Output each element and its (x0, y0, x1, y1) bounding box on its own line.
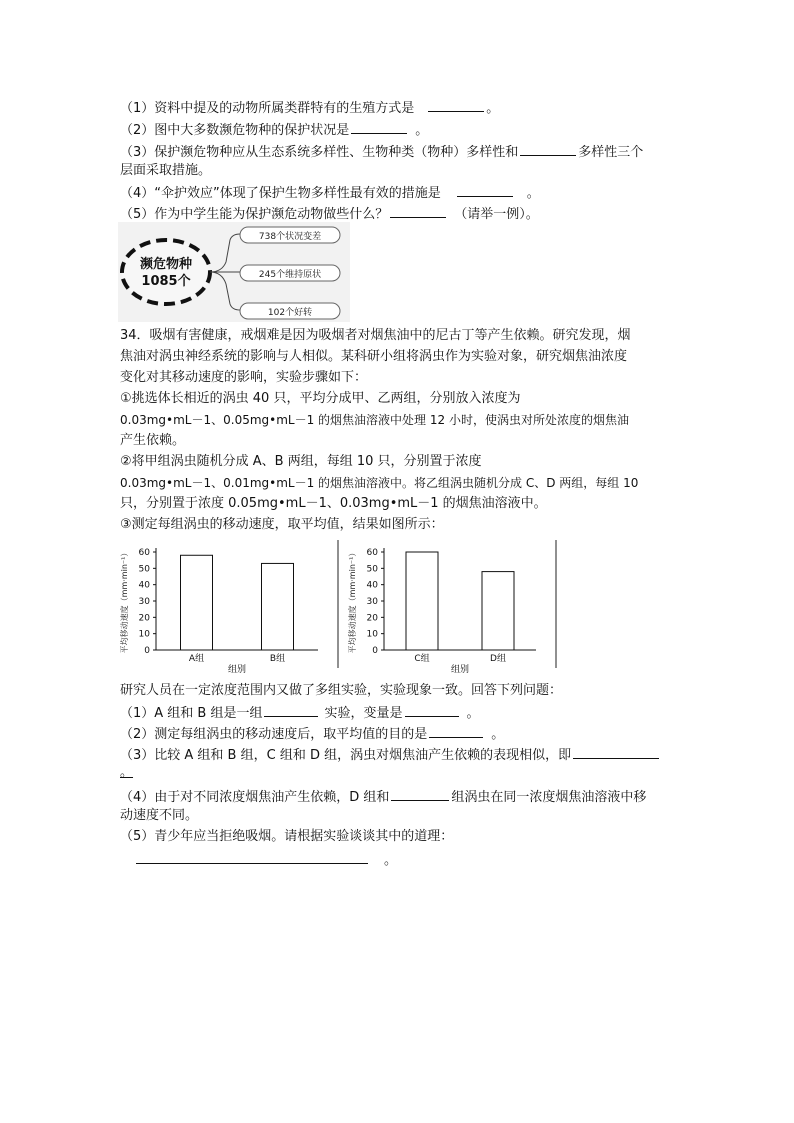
q33-item-3-cont-text: 层面采取措施。 (120, 163, 212, 178)
q33-item-2-text: （2）图中大多数濒危物种的保护状况是 (120, 123, 350, 138)
q34-item-4-text: （4）由于对不同浓度烟焦油产生依赖，D 组和 (120, 790, 390, 805)
q34-item-1 (120, 703, 480, 723)
q34-step-text: ③测定每组涡虫的移动速度，取平均值，结果如图所示： (120, 517, 444, 532)
q33-item-4-end: 。 (526, 186, 540, 201)
q34-item-2 (120, 724, 504, 744)
answer-blank[interactable] (520, 142, 576, 156)
answer-blank[interactable] (351, 120, 407, 134)
y-tick-label: 60 (366, 548, 378, 558)
bar-chart-cd (346, 538, 558, 674)
q34-item-3-end-mark: 。 (120, 765, 134, 780)
q34-item-5-end: 。 (384, 853, 398, 868)
y-tick-label: 0 (372, 646, 378, 656)
center-label-2: 1085个 (141, 274, 191, 289)
y-tick-label: 0 (144, 646, 150, 656)
q34-step-text: ②将甲组涡虫随机分成 A、B 两组，每组 10 只，分别置于浓度 (120, 454, 482, 469)
q34-item-4-cont (120, 807, 198, 825)
q33-item-5 (120, 204, 539, 224)
q33-item-5-end: （请举一例）。 (454, 207, 539, 222)
q34-item-1-end: 。 (466, 706, 480, 721)
q34-step-text: 0.03mg•mL－1、0.05mg•mL－1 的烟焦油溶液中处理 12 小时，使涡虫对所处浓度的烟焦油 (120, 413, 629, 427)
x-tick-label: B组 (269, 654, 286, 664)
answer-blank[interactable] (264, 703, 318, 717)
answer-blank[interactable] (429, 724, 483, 738)
q34-intro-line (120, 369, 367, 387)
q34-step-text: 0.03mg•mL－1、0.01mg•mL－1 的烟焦油溶液中。将乙组涡虫随机分成 C、D 两组，每组 10 (120, 476, 639, 490)
answer-blank[interactable] (457, 183, 513, 197)
answer-blank[interactable] (390, 204, 446, 218)
y-axis-label: 平均移动速度（mm·min⁻¹） (348, 548, 357, 654)
q34-step-2 (120, 453, 482, 471)
x-axis-label: 组别 (227, 665, 247, 674)
center-ellipse (122, 240, 210, 304)
q34-intro-text: 焦油对涡虫神经系统的影响与人相似。某科研小组将涡虫作为实验对象，研究烟焦油浓度 (120, 349, 628, 364)
q33-item-3-end: 多样性三个 (578, 145, 644, 160)
q34-item-3 (120, 745, 661, 765)
y-tick-label: 40 (366, 580, 378, 591)
q33-item-1 (120, 98, 499, 118)
q34-step-text: 产生依赖。 (120, 433, 186, 448)
answer-blank[interactable] (428, 98, 484, 112)
branch-label-worse: 738个状况变差 (258, 232, 322, 242)
y-tick-label: 10 (138, 629, 150, 640)
bar-chart-ab (118, 538, 340, 674)
q34-item-3-text: （3）比较 A 组和 B 组，C 组和 D 组，涡虫对烟焦油产生依赖的表现相似，即 (120, 748, 572, 763)
y-tick-label: 50 (366, 564, 378, 575)
bar (406, 552, 438, 650)
q33-item-5-text: （5）作为中学生能为保护濒危动物做些什么？ (120, 207, 389, 222)
y-axis-label: 平均移动速度（mm·min⁻¹） (120, 548, 129, 654)
q34-item-1-mid: 实验，变量是 (324, 706, 403, 721)
q34-item-5-answer (134, 850, 397, 870)
species-diagram (118, 222, 350, 322)
q34-item-2-end: 。 (491, 727, 505, 742)
q34-item-4 (120, 787, 646, 807)
y-tick-label: 30 (366, 597, 378, 607)
q33-item-2 (120, 120, 428, 140)
q34-step-2-cont (120, 474, 638, 492)
y-tick-label: 30 (138, 597, 150, 607)
q34-item-4-cont-text: 动速度不同。 (120, 808, 199, 823)
q34-step-2-cont (120, 495, 547, 513)
chart-svg (118, 538, 340, 674)
q34-after-chart-text: 研究人员在一定浓度范围内又做了多组实验，实验现象一致。回答下列问题： (120, 683, 563, 698)
y-tick-label: 40 (138, 580, 150, 591)
answer-blank[interactable] (391, 787, 449, 801)
bar (181, 555, 213, 650)
answer-blank[interactable] (136, 850, 368, 864)
q34-item-1-text: （1）A 组和 B 组是一组 (120, 706, 263, 721)
x-tick-label: D组 (490, 654, 506, 664)
q34-intro-text: 变化对其移动速度的影响，实验步骤如下： (120, 370, 368, 385)
q34-item-2-text: （2）测定每组涡虫的移动速度后，取平均值的目的是 (120, 727, 428, 742)
q34-item-5-text: （5）青少年应当拒绝吸烟。请根据实验谈谈其中的道理： (120, 829, 454, 844)
q34-item-5 (120, 828, 453, 846)
q33-item-4-text: （4）“伞护效应”体现了保护生物多样性最有效的措施是 (120, 186, 441, 201)
x-tick-label: C组 (414, 654, 430, 664)
q34-item-3-end (120, 764, 133, 782)
q34-step-text: ①挑选体长相近的涡虫 40 只，平均分成甲、乙两组，分别放入浓度为 (120, 391, 521, 406)
q34-step-1 (120, 390, 520, 408)
answer-blank[interactable] (405, 703, 459, 717)
q34-intro-line (120, 327, 631, 345)
bar (482, 572, 514, 650)
q34-step-1-cont (120, 432, 185, 450)
q34-after-chart (120, 682, 562, 700)
q33-item-4 (120, 183, 540, 203)
q33-item-1-end: 。 (486, 101, 500, 116)
q34-step-3 (120, 516, 444, 534)
y-tick-label: 20 (366, 613, 378, 624)
y-tick-label: 60 (138, 548, 150, 558)
q34-intro-text: 34．吸烟有害健康，戒烟难是因为吸烟者对烟焦油中的尼古丁等产生依赖。研究发现，烟 (120, 328, 631, 343)
branch-label-same: 245个维持原状 (258, 270, 322, 280)
x-tick-label: A组 (188, 654, 205, 664)
branch-label-better: 102个好转 (267, 308, 313, 318)
q34-step-text: 只，分别置于浓度 0.05mg•mL－1、0.03mg•mL－1 的烟焦油溶液中。 (120, 496, 547, 511)
chart-svg (346, 538, 558, 674)
y-tick-label: 10 (366, 629, 378, 640)
q33-item-3 (120, 142, 643, 162)
center-label-1: 濒危物种 (139, 257, 193, 272)
x-axis-label: 组别 (450, 665, 470, 674)
bar (262, 563, 294, 650)
q34-item-4-mid: 组涡虫在同一浓度烟焦油溶液中移 (451, 790, 647, 805)
y-tick-label: 20 (138, 613, 150, 624)
q34-step-1-cont (120, 411, 629, 429)
q33-item-1-text: （1）资料中提及的动物所属类群特有的生殖方式是 (120, 101, 415, 116)
q33-item-3-text: （3）保护濒危物种应从生态系统多样性、生物种类（物种）多样性和 (120, 145, 519, 160)
species-diagram-svg (118, 222, 350, 322)
q34-intro-line (120, 348, 627, 366)
y-tick-label: 50 (138, 564, 150, 575)
q33-item-2-end: 。 (415, 123, 429, 138)
answer-blank[interactable] (573, 745, 659, 759)
q33-item-3-cont (120, 162, 211, 180)
